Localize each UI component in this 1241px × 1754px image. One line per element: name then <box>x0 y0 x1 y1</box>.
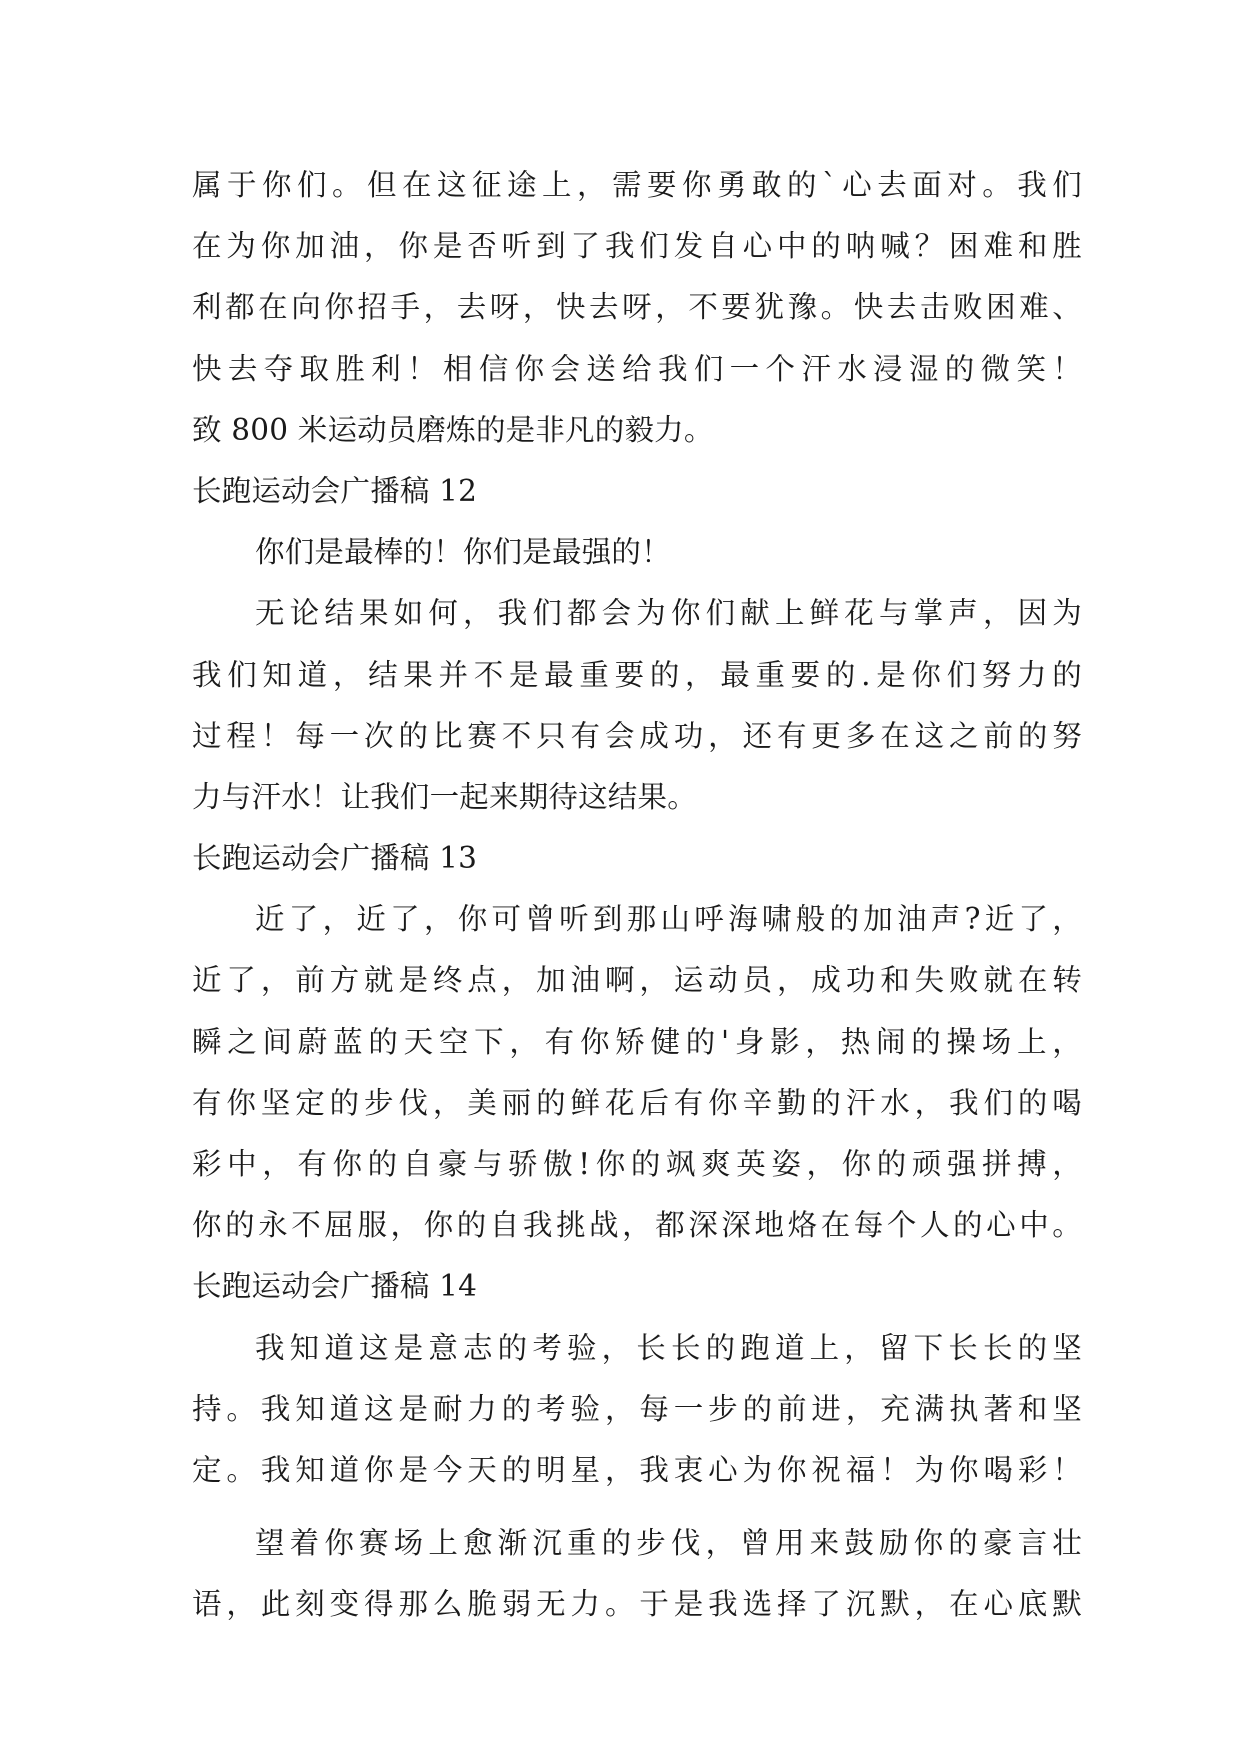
text-line: 力与汗水！让我们一起来期待这结果。 <box>192 779 697 814</box>
text-line: 过程！每一次的比赛不只有会成功，还有更多在这之前的努 <box>192 718 1082 753</box>
document-body <box>192 155 1082 1636</box>
text-line: 你的永不屈服，你的自我挑战，都深深地烙在每个人的心中。 <box>192 1208 1082 1243</box>
paragraph-section-13-1 <box>192 889 1082 1256</box>
text-line: 你们是最棒的！你们是最强的！ <box>255 535 671 570</box>
paragraph-gap <box>192 1501 1082 1513</box>
text-line: 彩中，有你的自豪与骄傲!你的飒爽英姿，你的顽强拼搏， <box>192 1147 1082 1181</box>
text-line: 我知道这是意志的考验，长长的跑道上，留下长长的坚 <box>255 1330 1082 1365</box>
paragraph-section-12-1 <box>192 522 1082 583</box>
text-line: 致 800 米运动员磨炼的是非凡的毅力。 <box>192 412 714 447</box>
text-line: 语，此刻变得那么脆弱无力。于是我选择了沉默，在心底默 <box>192 1587 1082 1622</box>
paragraph-section-12-2 <box>192 583 1082 828</box>
text-line: 定。我知道你是今天的明星，我衷心为你祝福！为你喝彩！ <box>192 1452 1082 1487</box>
text-line: 无论结果如何，我们都会为你们献上鲜花与掌声，因为 <box>255 596 1082 631</box>
section-heading-13: 长跑运动会广播稿 13 <box>192 841 478 876</box>
text-line: 望着你赛场上愈渐沉重的步伐，曾用来鼓励你的豪言壮 <box>255 1526 1082 1561</box>
text-line: 近了，近了，你可曾听到那山呼海啸般的加油声?近了， <box>255 902 1082 937</box>
text-line: 我们知道，结果并不是最重要的，最重要的.是你们努力的 <box>192 657 1082 692</box>
text-line: 瞬之间蔚蓝的天空下，有你矫健的'身影，热闹的操场上， <box>192 1024 1082 1059</box>
text-line: 近了，前方就是终点，加油啊，运动员，成功和失败就在转 <box>192 963 1082 998</box>
text-line: 在为你加油，你是否听到了我们发自心中的呐喊？困难和胜 <box>192 229 1082 264</box>
paragraph-section-11-tail <box>192 155 1082 461</box>
paragraph-section-14-2 <box>192 1513 1082 1635</box>
text-line: 利都在向你招手，去呀，快去呀，不要犹豫。快去击败困难、 <box>192 290 1082 325</box>
text-line: 有你坚定的步伐，美丽的鲜花后有你辛勤的汗水，我们的喝 <box>192 1085 1082 1120</box>
text-line: 属于你们。但在这征途上，需要你勇敢的`心去面对。我们 <box>192 168 1082 202</box>
section-heading-12: 长跑运动会广播稿 12 <box>192 473 478 508</box>
section-heading-14: 长跑运动会广播稿 14 <box>192 1269 478 1304</box>
text-line: 快去夺取胜利！相信你会送给我们一个汗水浸湿的微笑！ <box>192 351 1082 386</box>
paragraph-section-14-1 <box>192 1318 1082 1502</box>
text-line: 持。我知道这是耐力的考验，每一步的前进，充满执著和坚 <box>192 1391 1082 1426</box>
